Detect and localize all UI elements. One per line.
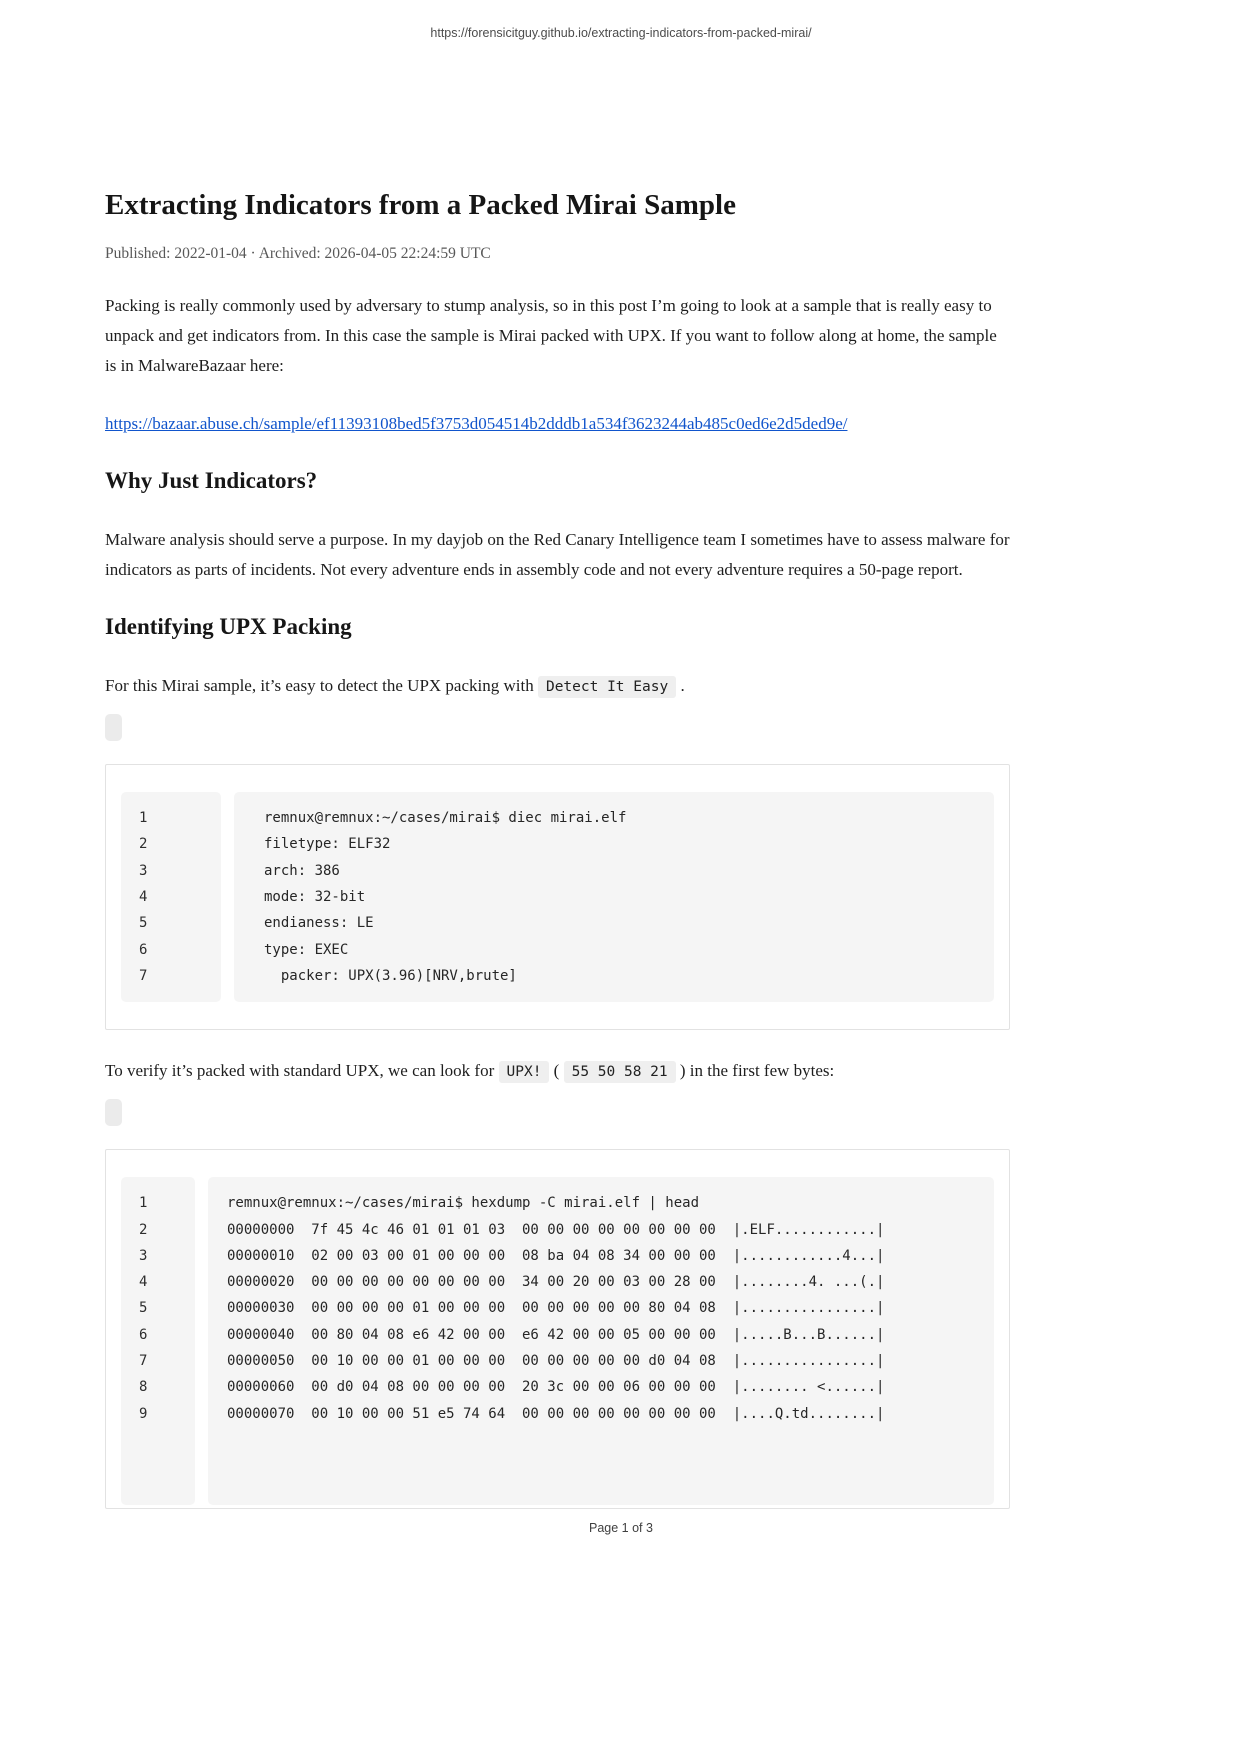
code-line: packer: UPX(3.96)[NRV,brute]: [264, 967, 517, 984]
line-number: 6: [139, 941, 148, 958]
intro-paragraph: Packing is really commonly used by adversary to stump analysis, so in this post I’m going to look at a sample that is really easy to unpack and get indicators from. In this case the sample is Mirai packed with UPX. If you want to follow along at home, the sample is in MalwareBazaar here:: [105, 295, 997, 375]
inline-code-upx-magic: UPX!: [499, 1061, 550, 1083]
malwarebazaar-sample-link[interactable]: https://bazaar.abuse.ch/sample/ef11393108bed5f3753d054514b2dddb1a534f3623244ab485c0ed6e2d5ded9e/: [105, 413, 848, 433]
line-number-gutter-2: [121, 1177, 195, 1505]
code-line: mode: 32-bit: [264, 889, 366, 906]
inline-code-detect-it-easy: Detect It Easy: [538, 676, 676, 698]
line-number: 1: [139, 1195, 148, 1212]
line-number: 3: [139, 862, 148, 879]
broken-image-placeholder-icon-2: [105, 1099, 122, 1126]
line-number: 7: [139, 1353, 148, 1370]
line-number: 3: [139, 1247, 148, 1264]
sample-link-row: [105, 409, 1010, 439]
article-content: [105, 0, 1010, 1509]
line-number: 9: [139, 1405, 148, 1422]
verify-paragraph-paren-open: (: [549, 1061, 564, 1081]
code-line: 00000050 00 10 00 00 01 00 00 00 00 00 00 00 00 d0 04 08 |................|: [227, 1353, 885, 1370]
verify-paragraph: [105, 1056, 1010, 1087]
detect-paragraph: [105, 671, 1010, 702]
code-line: 00000040 00 80 04 08 e6 42 00 00 e6 42 00 00 05 00 00 00 |.....B...B......|: [227, 1326, 885, 1343]
line-number: 5: [139, 915, 148, 932]
print-header-url: https://forensicitguy.github.io/extracting-indicators-from-packed-mirai/: [430, 26, 812, 40]
line-number: 6: [139, 1326, 148, 1343]
code-line: 00000000 7f 45 4c 46 01 01 01 03 00 00 00 00 00 00 00 00 |.ELF............|: [227, 1221, 885, 1238]
code-line: remnux@remnux:~/cases/mirai$ diec mirai.elf: [264, 810, 627, 827]
code-line: arch: 386: [264, 862, 340, 879]
code-line: 00000060 00 d0 04 08 00 00 00 00 20 3c 00 00 06 00 00 00 |........ <......|: [227, 1379, 885, 1396]
code-line: 00000020 00 00 00 00 00 00 00 00 34 00 20 00 03 00 28 00 |........4. ...(.|: [227, 1274, 885, 1291]
why-indicators-paragraph: Malware analysis should serve a purpose. In my dayjob on the Red Canary Intelligence team I sometimes have to assess malware for indicators as parts of incidents. Not every adventure ends in assembly code and not every adventure requires a 50-page report.: [105, 529, 1010, 579]
detect-paragraph-text: For this Mirai sample, it’s easy to detect the UPX packing with: [105, 676, 538, 696]
inline-code-upx-bytes: 55 50 58 21: [564, 1061, 676, 1083]
detect-paragraph-period: .: [676, 676, 685, 696]
line-number: 8: [139, 1379, 148, 1396]
diec-output-code-block: [105, 764, 1010, 1030]
code-line: 00000010 02 00 03 00 01 00 00 00 08 ba 04 08 34 00 00 00 |............4...|: [227, 1247, 885, 1264]
verify-paragraph-text: To verify it’s packed with standard UPX, we can look for: [105, 1061, 499, 1081]
line-number: 4: [139, 889, 148, 906]
line-number: 4: [139, 1274, 148, 1291]
line-number-gutter: [121, 792, 221, 1002]
section-heading-identifying-upx: Identifying UPX Packing: [105, 613, 352, 639]
code-line: endianess: LE: [264, 915, 374, 932]
code-line: 00000030 00 00 00 00 01 00 00 00 00 00 00 00 00 80 04 08 |................|: [227, 1300, 885, 1317]
line-number: 7: [139, 967, 148, 984]
line-number: 2: [139, 836, 148, 853]
hexdump-output-code-block: [105, 1149, 1010, 1509]
hexdump-output-code: [208, 1177, 994, 1505]
broken-image-placeholder-icon: [105, 714, 122, 741]
print-footer-page-number: Page 1 of 3: [589, 1521, 653, 1535]
line-number: 2: [139, 1221, 148, 1238]
code-line: filetype: ELF32: [264, 836, 391, 853]
code-line: remnux@remnux:~/cases/mirai$ hexdump -C mirai.elf | head: [227, 1195, 700, 1212]
code-line: 00000070 00 10 00 00 51 e5 74 64 00 00 00 00 00 00 00 00 |....Q.td........|: [227, 1405, 885, 1422]
line-number: 5: [139, 1300, 148, 1317]
section-heading-why-just-indicators: Why Just Indicators?: [105, 467, 318, 493]
verify-paragraph-tail: ) in the first few bytes:: [675, 1061, 835, 1081]
article-meta: Published: 2022-01-04 · Archived: 2026-04-05 22:24:59 UTC: [105, 244, 491, 262]
code-line: type: EXEC: [264, 941, 349, 958]
diec-output-code: [234, 792, 994, 1002]
article-title: Extracting Indicators from a Packed Mirai Sample: [105, 189, 736, 221]
line-number: 1: [139, 810, 148, 827]
